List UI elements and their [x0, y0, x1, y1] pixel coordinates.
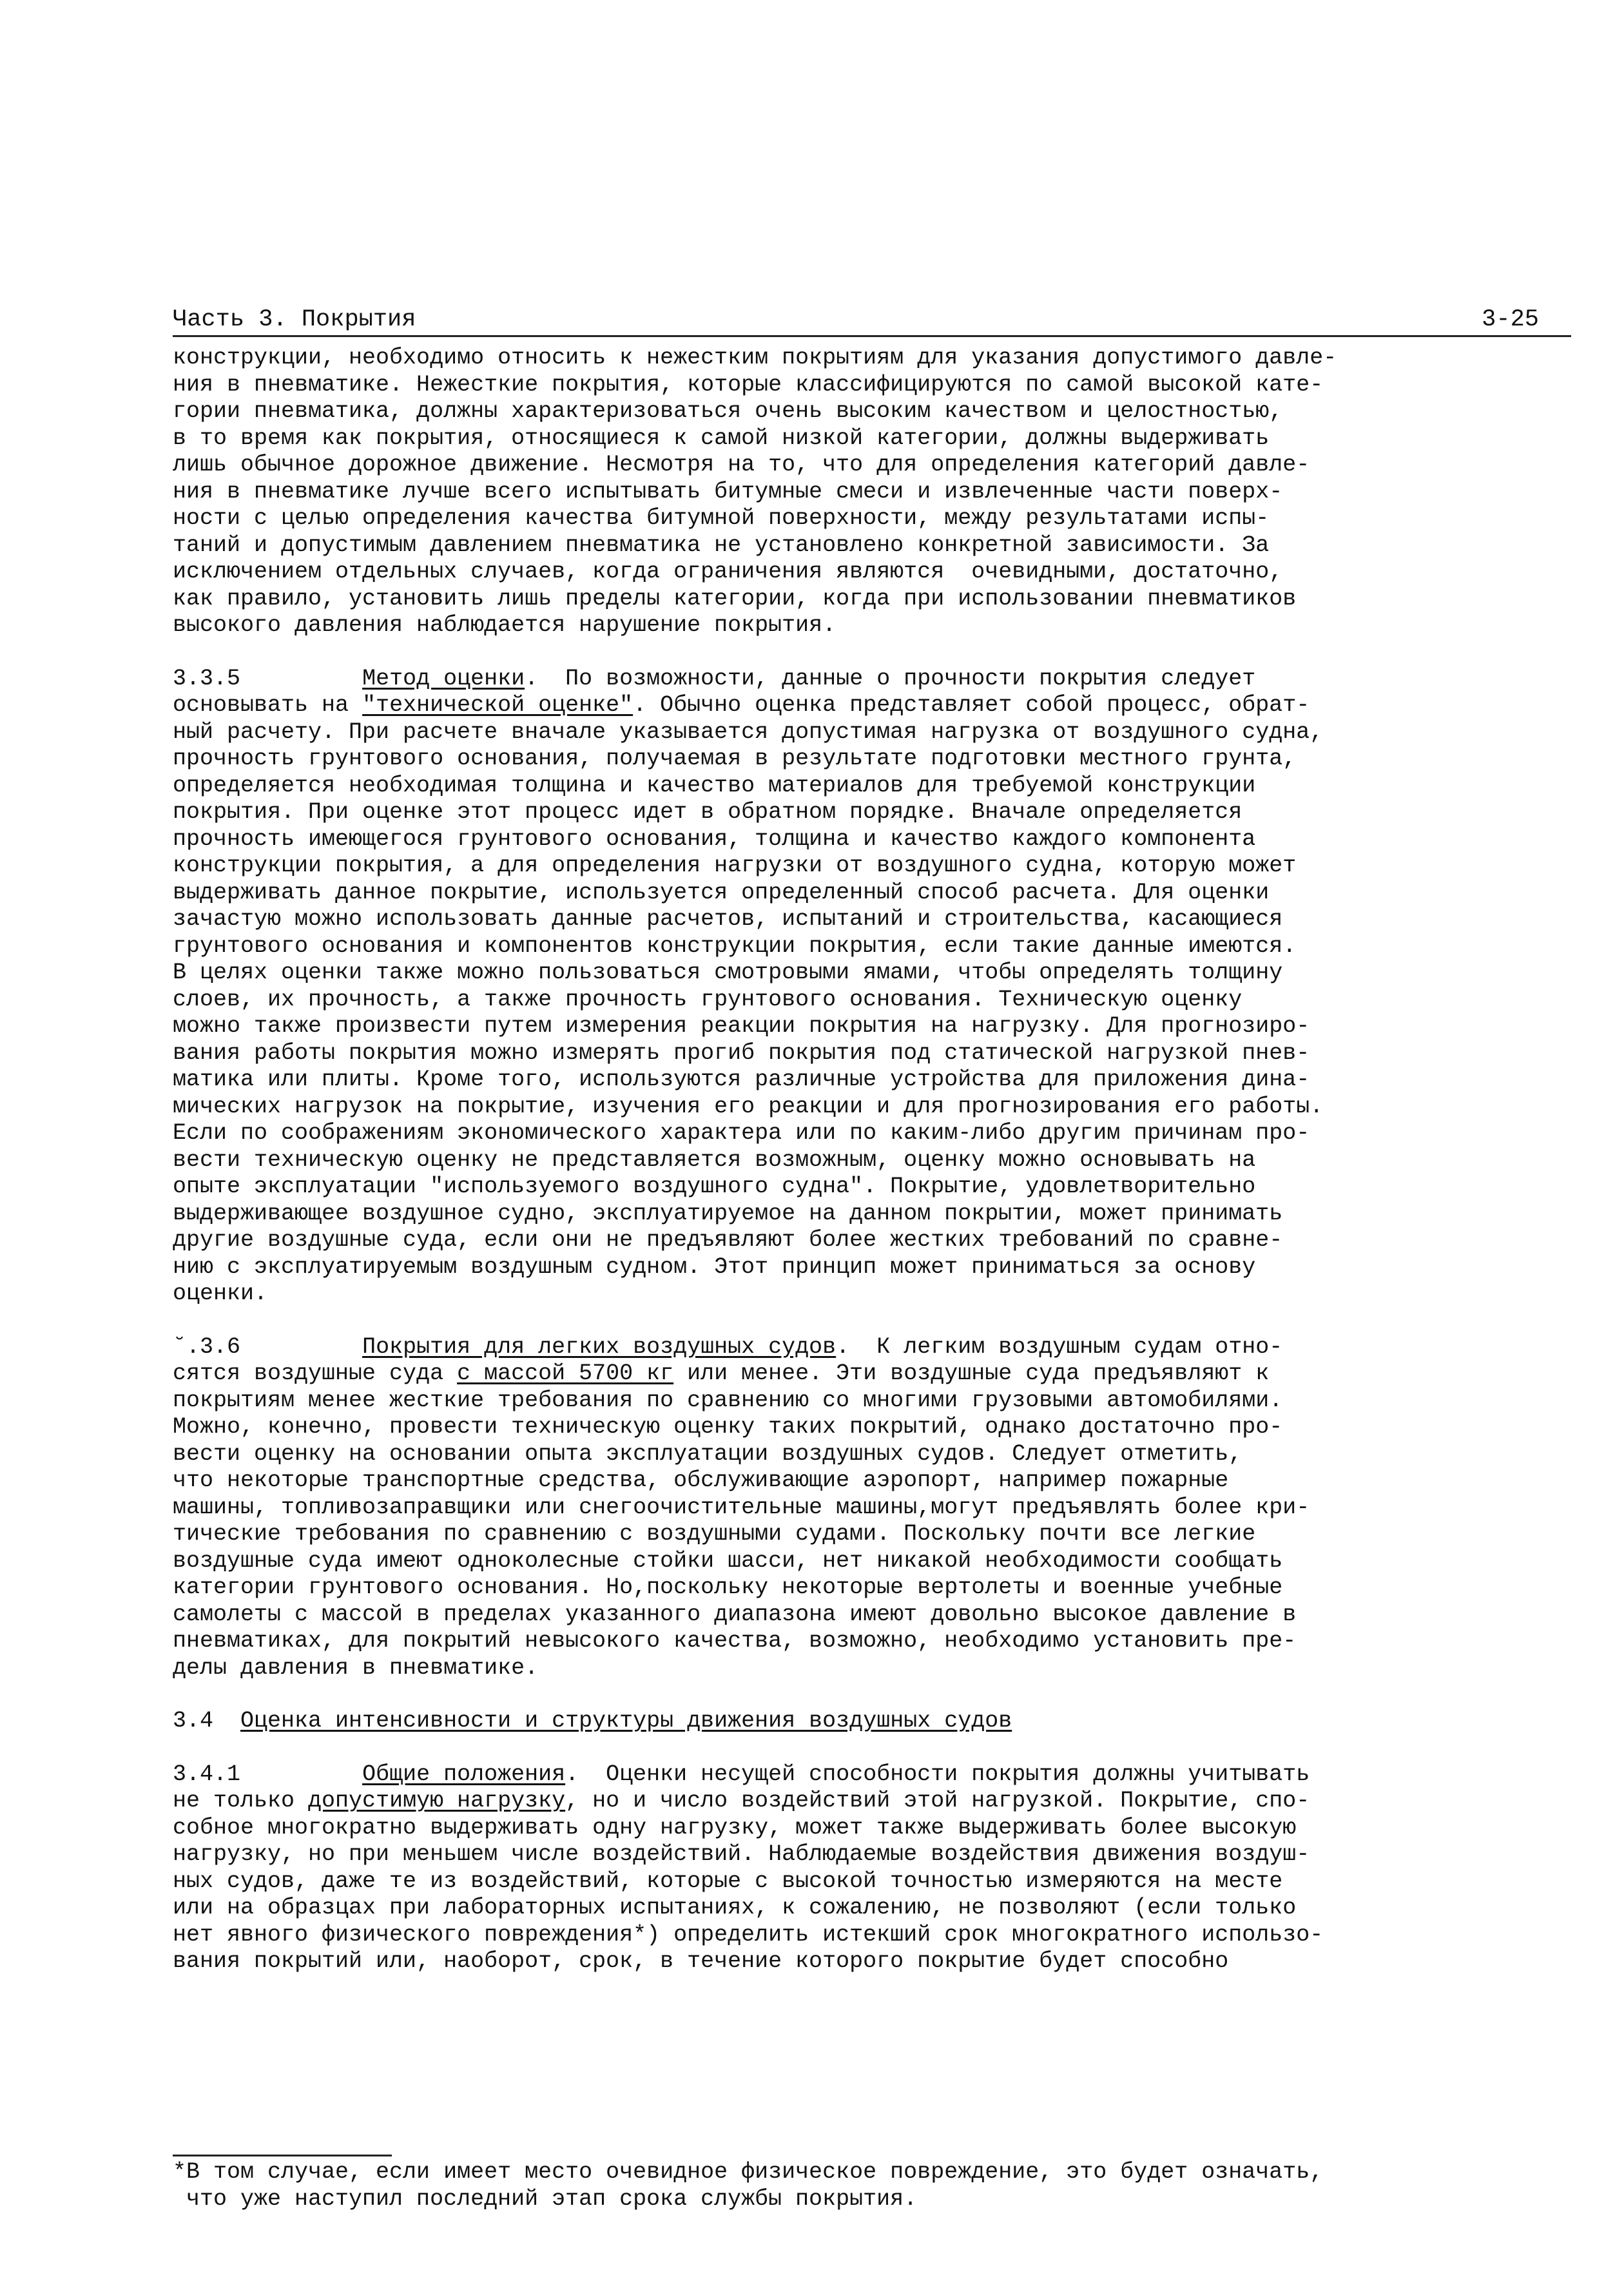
text-line: мических нагрузок на покрытие, изучения его реакции и для прогнозирования его работы. — [173, 1093, 1324, 1119]
text-line: слоев, их прочность, а также прочность грунтового основания. Техническую оценку — [173, 986, 1242, 1013]
text-line: ния в пневматике. Нежесткие покрытия, которые классифицируются по самой высокой кате- — [173, 371, 1324, 398]
text-fragment: сятся воздушные суда — [173, 1361, 458, 1386]
page-number: 3-25 — [1482, 306, 1539, 333]
text-fragment: . К легким воздушным судам отно- — [836, 1333, 1283, 1360]
section-3-4-1 — [173, 1761, 1571, 1975]
text-line: воздушные суда имеют одноколесные стойки шасси, нет никакой необходимости сообщать — [173, 1547, 1283, 1574]
text-line: лишь обычное дорожное движение. Несмотря на то, что для определения категорий давле- — [173, 452, 1310, 478]
text-line: высокого давления наблюдается нарушение покрытия. — [173, 612, 836, 638]
text-line: ных судов, даже те из воздействий, которые с высокой точностью измеряются на месте — [173, 1868, 1283, 1894]
text-line: или на образцах при лабораторных испытаниях, к сожалению, не позволяют (если только — [173, 1895, 1297, 1921]
text-line: конструкции покрытия, а для определения нагрузки от воздушного судна, которую может — [173, 853, 1297, 878]
text-line: прочность грунтового основания, получаемая в результате подготовки местного грунта, — [173, 746, 1297, 771]
section-heading-line — [173, 1708, 1571, 1735]
section-number: 3.4 — [173, 1708, 214, 1734]
text-line — [173, 692, 1571, 719]
text-fragment: или менее. Эти воздушные суда предъявляют к — [673, 1361, 1270, 1386]
text-line: ный расчету. При расчете вначале указывается допустимая нагрузка от воздушного судна, — [173, 719, 1324, 745]
text-line: покрытия. При оценке этот процесс идет в обратном порядке. Вначале определяется — [173, 799, 1242, 825]
text-line: выдерживать данное покрытие, используется определенный способ расчета. Для оценки — [173, 879, 1270, 906]
text-line: Если по соображениям экономического характера или по каким-либо другим причинам про- — [173, 1120, 1310, 1146]
text-line: конструкции, необходимо относить к нежестким покрытиям для указания допустимого давле- — [173, 345, 1337, 371]
text-line — [173, 1361, 1571, 1388]
section-number: 3.4.1 — [173, 1761, 241, 1787]
section-heading-line — [173, 666, 1571, 693]
text-line: самолеты с массой в пределах указанного диапазона имеют довольно высокое давление в — [173, 1601, 1297, 1627]
section-number: 3.3.5 — [173, 665, 241, 692]
paragraph-continued — [173, 345, 1571, 639]
text-fragment: . По возможности, данные о прочности покрытия следует — [525, 665, 1256, 692]
text-fragment: . Обычно оценка представляет собой процесс, обрат- — [633, 692, 1310, 718]
footnote — [173, 2155, 1571, 2213]
text-line: вести оценку на основании опыта эксплуатации воздушных судов. Следует отметить, — [173, 1440, 1242, 1467]
text-line: грунтового основания и компонентов конструкции покрытия, если такие данные имеются. — [173, 933, 1297, 959]
text-line: вести техническую оценку не представляется возможным, оценку можно основывать на — [173, 1147, 1256, 1173]
text-line: другие воздушные суда, если они не предъявляют более жестких требований по сравне- — [173, 1227, 1283, 1253]
text-line: как правило, установить лишь пределы категории, когда при использовании пневматиков — [173, 585, 1297, 612]
text-line: можно также произвести путем измерения реакции покрытия на нагрузку. Для прогнозиро- — [173, 1013, 1310, 1039]
text-line: матика или плиты. Кроме того, используются различные устройства для приложения дина- — [173, 1067, 1310, 1092]
text-line: машины, топливозаправщики или снегоочистительные машины,могут предъявлять более кри- — [173, 1494, 1310, 1520]
text-line: оценки. — [173, 1281, 268, 1306]
text-line: выдерживающее воздушное судно, эксплуатируемое на данном покрытии, может принимать — [173, 1200, 1283, 1226]
text-line: нагрузку, но при меньшем числе воздействий. Наблюдаемые воздействия движения воздуш- — [173, 1841, 1310, 1867]
text-fragment: . Оценки несущей способности покрытия должны учитывать — [565, 1761, 1310, 1787]
text-line: гории пневматика, должны характеризоваться очень высоким качеством и целостностью, — [173, 398, 1283, 424]
text-fragment: основывать на — [173, 692, 363, 718]
document-page — [173, 302, 1571, 2002]
text-line: прочность имеющегося грунтового основания, толщина и качество каждого компонента — [173, 826, 1256, 852]
text-line: зачастую можно использовать данные расчетов, испытаний и строительства, касающиеся — [173, 906, 1283, 932]
text-line: делы давления в пневматике. — [173, 1654, 539, 1681]
section-number: ˘.3.6 — [173, 1333, 241, 1360]
text-line: ния в пневматике лучше всего испытывать битумные смеси и извлеченные части поверх- — [173, 478, 1283, 505]
text-line: определяется необходимая толщина и качество материалов для требуемой конструкции — [173, 772, 1256, 799]
underlined-term: "технической оценке" — [362, 692, 633, 718]
footnote-line: что уже наступил последний этап срока службы покрытия. — [173, 2185, 918, 2212]
text-line: исключением отдельных случаев, когда ограничения являются очевидными, достаточно, — [173, 559, 1283, 585]
text-line: что некоторые транспортные средства, обслуживающие аэропорт, например пожарные — [173, 1468, 1229, 1493]
section-title: Покрытия для легких воздушных судов — [362, 1333, 836, 1360]
section-title: Метод оценки — [362, 665, 525, 692]
text-line: пневматиках, для покрытий невысокого качества, возможно, необходимо установить пре- — [173, 1628, 1297, 1654]
text-line: вания покрытий или, наоборот, срок, в течение которого покрытие будет способно — [173, 1948, 1229, 1974]
text-line: вания работы покрытия можно измерять прогиб покрытия под статической нагрузкой пнев- — [173, 1040, 1310, 1066]
text-line: опыте эксплуатации "используемого воздушного судна". Покрытие, удовлетворительно — [173, 1174, 1256, 1199]
section-title: Оценка интенсивности и структуры движения воздушных судов — [240, 1708, 1012, 1734]
section-3-4-heading — [173, 1708, 1571, 1735]
section-3-3-6 — [173, 1334, 1571, 1682]
text-line: таний и допустимым давлением пневматика не установлено конкретной зависимости. За — [173, 532, 1270, 558]
section-3-3-5 — [173, 666, 1571, 1308]
text-line: нию с эксплуатируемым воздушным судном. Этот принцип может приниматься за основу — [173, 1254, 1256, 1280]
text-fragment: не только — [173, 1788, 309, 1814]
text-line — [173, 1788, 1571, 1815]
section-heading-line — [173, 1761, 1571, 1788]
text-line: покрытиям менее жесткие требования по сравнению со многими грузовыми автомобилями. — [173, 1387, 1283, 1413]
footnote-rule — [173, 2155, 392, 2156]
text-line: категории грунтового основания. Но,поскольку некоторые вертолеты и военные учебные — [173, 1575, 1283, 1600]
underlined-term: допустимую нагрузку — [308, 1788, 566, 1814]
text-fragment: , но и число воздействий этой нагрузкой. Покрытие, спо- — [565, 1788, 1310, 1814]
text-line: нет явного физического повреждения*) определить истекший срок многократного использо- — [173, 1921, 1324, 1948]
section-title: Общие положения — [362, 1761, 566, 1787]
section-heading-line — [173, 1334, 1571, 1361]
text-line: собное многократно выдерживать одну нагрузку, может также выдерживать более высокую — [173, 1814, 1297, 1841]
text-line: ности с целью определения качества битумной поверхности, между результатами испы- — [173, 505, 1270, 531]
text-line: Можно, конечно, провести техническую оценку таких покрытий, однако достаточно про- — [173, 1414, 1283, 1440]
footnote-line: *В том случае, если имеет место очевидное физическое повреждение, это будет означать, — [173, 2159, 1324, 2185]
text-line: тические требования по сравнению с воздушными судами. Поскольку почти все легкие — [173, 1521, 1256, 1547]
underlined-term: с массой 5700 кг — [457, 1361, 674, 1386]
page-header — [173, 302, 1571, 337]
header-section-title: Часть 3. Покрытия — [173, 306, 416, 333]
text-line: в то время как покрытия, относящиеся к самой низкой категории, должны выдерживать — [173, 425, 1270, 451]
text-line: В целях оценки также можно пользоваться смотровыми ямами, чтобы определять толщину — [173, 960, 1283, 985]
